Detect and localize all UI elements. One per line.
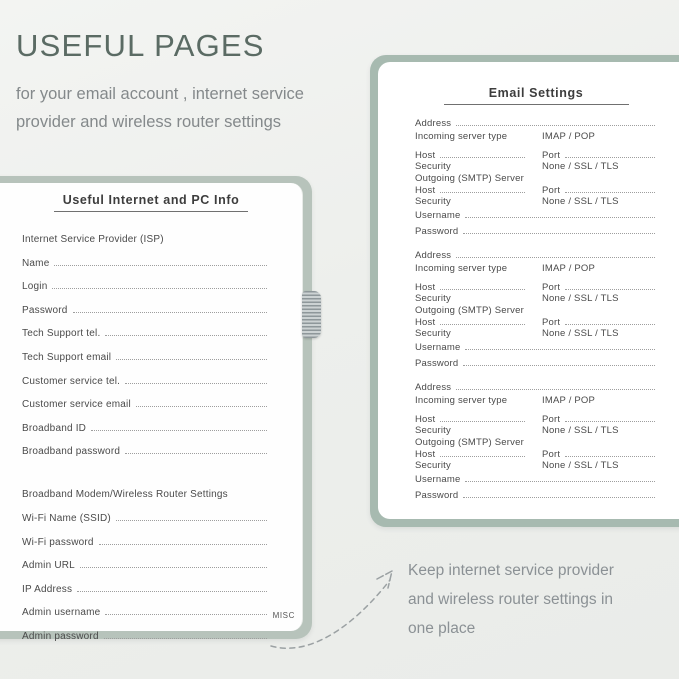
dotted-line xyxy=(125,453,267,454)
field-label: Username xyxy=(415,474,461,485)
field-row-customer-service-tel xyxy=(22,363,269,387)
row-security xyxy=(415,328,657,339)
dotted-line xyxy=(105,614,267,615)
page-title: USEFUL PAGES xyxy=(16,28,265,63)
field-row-login xyxy=(22,269,269,293)
dotted-line xyxy=(105,335,267,336)
dotted-line xyxy=(456,125,655,126)
field-row-tech-support-tel xyxy=(22,316,269,340)
row-password xyxy=(415,485,657,501)
dotted-line xyxy=(440,289,525,290)
dotted-line xyxy=(116,520,267,521)
row-password xyxy=(415,221,657,237)
row-security xyxy=(415,425,657,436)
spacer xyxy=(415,142,657,149)
row-password xyxy=(415,353,657,369)
field-label: Admin password xyxy=(22,630,99,642)
row-host-port xyxy=(415,184,657,196)
left-page-title: Useful Internet and PC Info xyxy=(62,193,240,207)
right-page-title-underline xyxy=(444,104,629,105)
field-label: Outgoing (SMTP) Server xyxy=(415,304,524,316)
field-label: Host xyxy=(415,150,436,161)
field-label: Port xyxy=(542,448,561,460)
field-row-admin-url xyxy=(22,548,269,572)
field-label: Wi-Fi password xyxy=(22,536,94,548)
row-host-port xyxy=(415,149,657,161)
dotted-line xyxy=(54,265,267,266)
dotted-line xyxy=(77,591,267,592)
dotted-line xyxy=(52,288,267,289)
row-username xyxy=(415,471,657,486)
dotted-line xyxy=(565,421,655,422)
field-label: Outgoing (SMTP) Server xyxy=(415,172,524,184)
row-address xyxy=(415,114,657,129)
field-label: Incoming server type xyxy=(415,395,508,406)
row-address xyxy=(415,378,657,393)
dotted-line xyxy=(465,349,655,350)
email-settings-block-2 xyxy=(415,246,657,369)
spacer xyxy=(415,274,657,281)
row-username xyxy=(415,207,657,222)
field-label: Customer service tel. xyxy=(22,375,121,387)
field-label: Name xyxy=(22,257,50,269)
field-label: Port xyxy=(542,316,561,328)
row-security xyxy=(415,161,657,172)
right-page-body xyxy=(415,69,657,501)
row-host-port xyxy=(415,316,657,328)
intro-block xyxy=(16,28,346,136)
subtitle-line-1: for your email account , internet service xyxy=(16,85,304,103)
dashed-curved-arrow-icon xyxy=(268,562,404,656)
field-label: Customer service email xyxy=(22,399,131,411)
field-label: Address xyxy=(415,382,452,393)
dotted-line xyxy=(565,157,655,158)
field-row-admin-password xyxy=(22,618,269,642)
field-row-name xyxy=(22,245,269,269)
page-footer-tab-label: MISC xyxy=(272,611,295,620)
left-page-body xyxy=(22,223,269,642)
dotted-line xyxy=(440,192,525,193)
field-label: Security xyxy=(415,161,451,172)
dotted-line xyxy=(440,456,525,457)
field-label: Tech Support email xyxy=(22,351,112,363)
caption-line-1: Keep internet service provider xyxy=(408,562,614,579)
dotted-line xyxy=(440,157,525,158)
field-label: Password xyxy=(22,304,68,316)
dotted-line xyxy=(463,365,655,366)
field-label: Host xyxy=(415,184,436,196)
dotted-line xyxy=(440,421,525,422)
dotted-line xyxy=(456,257,655,258)
field-label: Security xyxy=(415,293,451,304)
field-label: Port xyxy=(542,184,561,196)
caption-text xyxy=(408,556,614,643)
field-label: Password xyxy=(415,490,459,501)
email-settings-block-3 xyxy=(415,378,657,501)
caption-line-3: one place xyxy=(408,620,476,637)
field-value: None / SSL / TLS xyxy=(542,161,619,172)
subtitle-line-2: provider and wireless router settings xyxy=(16,113,282,131)
dotted-line xyxy=(136,406,267,407)
field-label: Security xyxy=(415,327,451,339)
field-label: Broadband ID xyxy=(22,422,87,434)
dotted-line xyxy=(463,497,655,498)
field-row-customer-service-email xyxy=(22,387,269,411)
field-value: None / SSL / TLS xyxy=(542,327,619,339)
dotted-line xyxy=(565,192,655,193)
pen-loop xyxy=(302,291,321,338)
field-row-broadband-id xyxy=(22,410,269,434)
field-row-tech-support-email xyxy=(22,339,269,363)
field-label: Host xyxy=(415,448,436,460)
left-page-title-underline xyxy=(54,211,248,212)
spacer xyxy=(415,406,657,413)
row-outgoing-server xyxy=(415,172,657,184)
field-label: Admin URL xyxy=(22,560,75,572)
email-settings-block-1 xyxy=(415,114,657,237)
isp-section-label: Internet Service Provider (ISP) xyxy=(22,234,164,245)
dotted-line xyxy=(463,233,655,234)
dotted-line xyxy=(565,324,655,325)
field-label: Host xyxy=(415,282,436,293)
field-label: Security xyxy=(415,425,451,436)
field-label: Port xyxy=(542,282,561,293)
field-value: IMAP / POP xyxy=(542,131,596,142)
row-incoming-server-type xyxy=(415,129,657,142)
field-row-ip-address xyxy=(22,571,269,595)
field-label: Address xyxy=(415,118,452,129)
notebook-left-page xyxy=(0,183,303,642)
field-label: Outgoing (SMTP) Server xyxy=(415,436,524,448)
field-label: IP Address xyxy=(22,583,73,595)
field-label: Security xyxy=(415,195,451,207)
field-row-password xyxy=(22,292,269,316)
dotted-line xyxy=(565,289,655,290)
row-host-port xyxy=(415,281,657,293)
router-section-label: Broadband Modem/Wireless Router Settings xyxy=(22,489,228,501)
dotted-line xyxy=(125,383,267,384)
dotted-line xyxy=(565,456,655,457)
field-row-wifi-password xyxy=(22,524,269,548)
row-outgoing-server xyxy=(415,304,657,316)
row-security xyxy=(415,196,657,207)
field-label: Host xyxy=(415,414,436,425)
dotted-line xyxy=(99,544,267,545)
field-label: Security xyxy=(415,459,451,471)
field-value: IMAP / POP xyxy=(542,263,596,274)
dotted-line xyxy=(465,481,655,482)
row-address xyxy=(415,246,657,261)
dotted-line xyxy=(440,324,525,325)
notebook-right-page xyxy=(378,62,679,519)
field-label: Login xyxy=(22,281,48,293)
row-incoming-server-type xyxy=(415,261,657,274)
notebook-right-cover xyxy=(370,55,679,527)
dotted-line xyxy=(116,359,267,360)
dotted-line xyxy=(91,430,267,431)
field-row-broadband-password xyxy=(22,434,269,458)
field-label: Address xyxy=(415,250,452,261)
dotted-line xyxy=(456,389,655,390)
row-outgoing-server xyxy=(415,436,657,448)
field-label: Incoming server type xyxy=(415,263,508,274)
field-label: Username xyxy=(415,342,461,353)
dotted-line xyxy=(104,638,267,639)
notebook-left-cover xyxy=(0,176,312,642)
field-value: None / SSL / TLS xyxy=(542,293,619,304)
page-subtitle xyxy=(16,80,346,136)
field-value: None / SSL / TLS xyxy=(542,459,619,471)
field-label: Password xyxy=(415,226,459,237)
field-label: Broadband password xyxy=(22,446,121,458)
field-row-admin-username xyxy=(22,595,269,619)
field-value: None / SSL / TLS xyxy=(542,195,619,207)
field-label: Port xyxy=(542,414,561,425)
row-host-port xyxy=(415,448,657,460)
caption-line-2: and wireless router settings in xyxy=(408,591,614,608)
field-label: Incoming server type xyxy=(415,131,508,142)
field-label: Username xyxy=(415,210,461,221)
row-incoming-server-type xyxy=(415,393,657,406)
field-row-wifi-name xyxy=(22,500,269,524)
row-security xyxy=(415,293,657,304)
field-label: Wi-Fi Name (SSID) xyxy=(22,512,111,524)
field-label: Tech Support tel. xyxy=(22,328,101,340)
dotted-line xyxy=(465,217,655,218)
field-label: Admin username xyxy=(22,607,101,619)
right-page-title: Email Settings xyxy=(488,86,584,100)
dotted-line xyxy=(80,567,267,568)
field-value: IMAP / POP xyxy=(542,395,596,406)
row-username xyxy=(415,339,657,354)
field-label: Host xyxy=(415,316,436,328)
row-security xyxy=(415,460,657,471)
row-host-port xyxy=(415,413,657,425)
field-value: None / SSL / TLS xyxy=(542,425,619,436)
dotted-line xyxy=(73,312,267,313)
field-label: Port xyxy=(542,150,561,161)
field-label: Password xyxy=(415,358,459,369)
